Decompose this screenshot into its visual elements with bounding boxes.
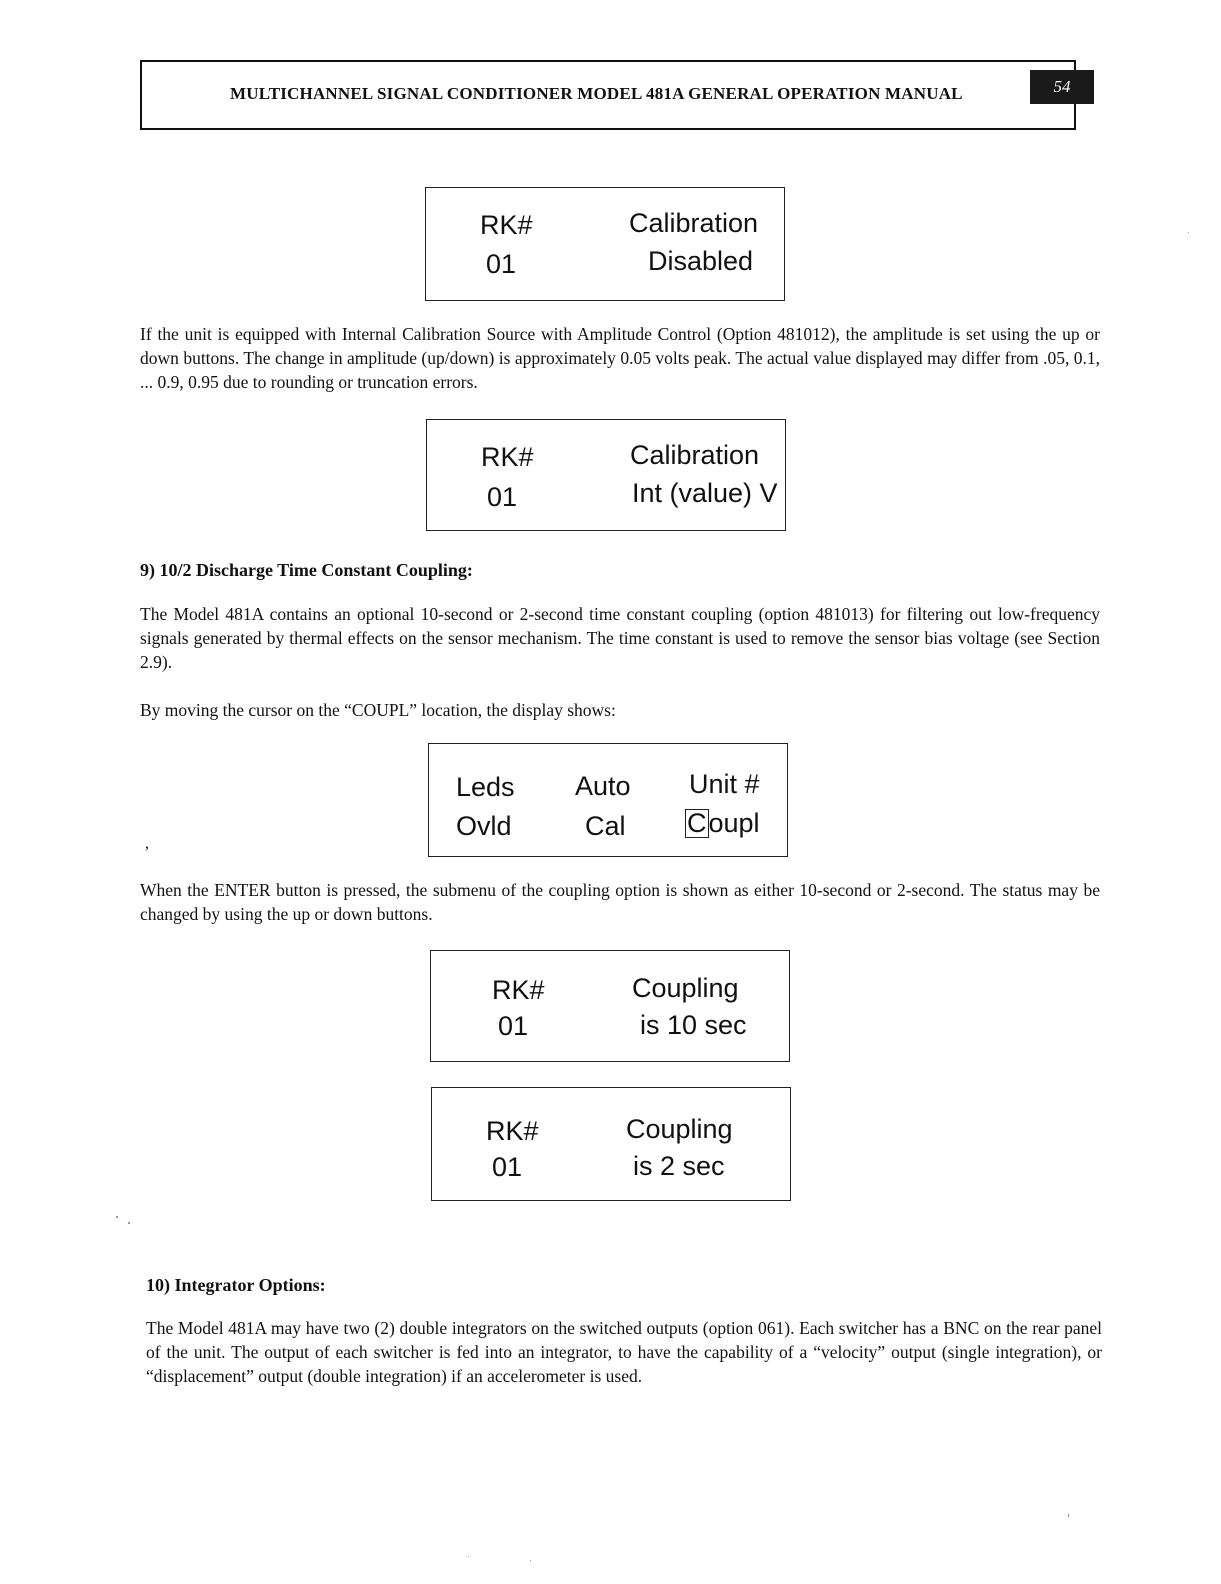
- menu-item-cal: Cal: [585, 811, 626, 841]
- display-value-rk: 01: [486, 249, 517, 279]
- paragraph-cursor-instruction: By moving the cursor on the “COUPL” location, the display shows:: [140, 700, 616, 720]
- display-label-calibration: Calibration: [629, 208, 759, 238]
- display-value-rk: 01: [487, 482, 518, 512]
- stray-mark: ,: [145, 835, 149, 852]
- paragraph-amplitude-control: If the unit is equipped with Internal Calibration Source with Amplitude Control (Option 481012), the amplitude is set using the up or down buttons. The change in amplitude (up/down) is approximately 0.05 volts peak. The actual value displayed may differ from .05, 0.1, ... 0.9, 0.95 due to rounding or truncation errors.: [140, 324, 1100, 392]
- display-label-rk: RK#: [492, 975, 545, 1005]
- scan-speck: [1188, 232, 1189, 233]
- page-header: [140, 60, 1076, 130]
- display-label-coupling: Coupling: [632, 973, 739, 1003]
- display-value-coupling: is 10 sec: [640, 1010, 747, 1040]
- menu-item-leds: Leds: [456, 772, 515, 802]
- menu-item-auto: Auto: [575, 771, 631, 801]
- display-label-coupling: Coupling: [626, 1114, 733, 1144]
- menu-item-ovld: Ovld: [456, 811, 512, 841]
- display-value-status: Int (value) V: [632, 478, 778, 508]
- lcd-display-coupling-10: [430, 950, 790, 1062]
- lcd-display-main-menu: [428, 743, 788, 857]
- display-value-rk: 01: [492, 1152, 523, 1182]
- cursor-indicator: C: [687, 808, 707, 838]
- paragraph-enter-submenu: When the ENTER button is pressed, the submenu of the coupling option is shown as either 10-second or 2-second. The status may be changed by using the up or down buttons.: [140, 880, 1100, 924]
- lcd-display-coupling-2: [431, 1087, 791, 1201]
- scan-speck: [530, 1560, 531, 1561]
- display-value-rk: 01: [498, 1011, 529, 1041]
- scan-speck: [116, 1216, 118, 1218]
- section-heading-integrator: 10) Integrator Options:: [146, 1275, 326, 1295]
- display-label-rk: RK#: [480, 210, 533, 240]
- lcd-display-calibration-disabled: [425, 187, 785, 301]
- scan-speck: [128, 1222, 130, 1224]
- menu-item-unit: Unit #: [689, 769, 760, 799]
- lcd-display-calibration-int: [426, 419, 786, 531]
- manual-title: MULTICHANNEL SIGNAL CONDITIONER MODEL 481A GENERAL OPERATION MANUAL: [230, 84, 963, 103]
- display-value-coupling: is 2 sec: [633, 1151, 725, 1181]
- paragraph-integrator-description: The Model 481A may have two (2) double integrators on the switched outputs (option 061). Each switcher has a BNC on the rear panel of the unit. The output of each switcher is fed into an integrator, to have the capability of a “velocity” output (single integration), or “displacement” output (double integration) if an accelerometer is used.: [146, 1318, 1102, 1386]
- menu-item-coupl: [685, 808, 760, 839]
- display-label-rk: RK#: [486, 1116, 539, 1146]
- display-label-rk: RK#: [481, 442, 534, 472]
- section-heading-coupling: 9) 10/2 Discharge Time Constant Coupling:: [140, 560, 473, 580]
- display-label-calibration: Calibration: [630, 440, 760, 470]
- paragraph-coupling-description: The Model 481A contains an optional 10-second or 2-second time constant coupling (option 481013) for filtering out low-frequency signals generated by thermal effects on the sensor mechanism. The time constant is used to remove the sensor bias voltage (see Section 2.9).: [140, 604, 1100, 672]
- scan-speck: [1068, 1514, 1069, 1517]
- menu-item-coupl-rest: oupl: [708, 808, 760, 838]
- page-number: 54: [1030, 70, 1094, 104]
- display-value-status: Disabled: [648, 246, 754, 276]
- scan-speck: [468, 1556, 469, 1557]
